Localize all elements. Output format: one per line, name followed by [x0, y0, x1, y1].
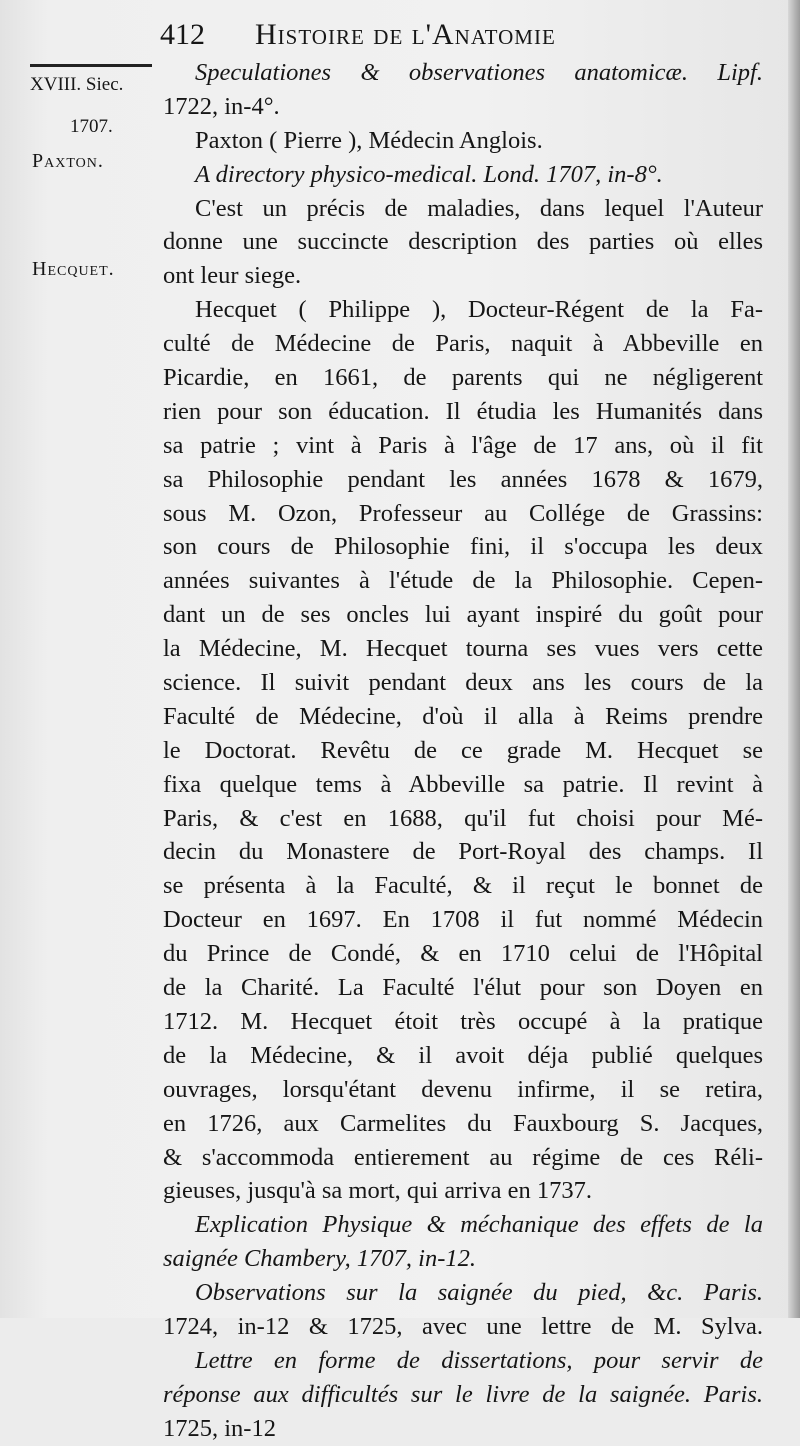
text-line: Lettre en forme de dissertations, pour servir de	[195, 1346, 763, 1374]
text-column	[163, 56, 763, 1446]
text-line: dant un de ses oncles lui ayant inspiré du goût pour	[163, 601, 763, 629]
text-line: ont leur siege.	[163, 262, 302, 290]
text-line: saignée Chambery, 1707, in-12.	[163, 1245, 477, 1273]
text-line: decin du Monastere de Port-Royal des champs. Il	[163, 838, 763, 866]
text-line: Observations sur la saignée du pied, &c. Paris.	[195, 1279, 763, 1307]
text-line: Paxton ( Pierre ), Médecin Anglois.	[195, 126, 543, 154]
text-line: A directory physico-medical. Lond. 1707, in-8°.	[195, 160, 663, 188]
text-line: 1722, in-4°.	[163, 92, 280, 120]
text-line: fixa quelque tems à Abbeville sa patrie. Il revint à	[163, 770, 763, 798]
text-line: 1724, in-12 & 1725, avec une lettre de M. Sylva.	[163, 1312, 763, 1340]
text-line: son cours de Philosophie fini, il s'occupa les deux	[163, 533, 763, 561]
text-line: sous M. Ozon, Professeur au Collége de Grassins:	[163, 499, 763, 527]
text-line: se présenta à la Faculté, & il reçut le bonnet de	[163, 872, 763, 900]
text-line: la Médecine, M. Hecquet tourna ses vues vers cette	[163, 635, 763, 663]
text-line: réponse aux difficultés sur le livre de la saignée. Paris.	[163, 1380, 763, 1408]
margin-rule	[30, 64, 152, 67]
text-line: 1712. M. Hecquet étoit très occupé à la pratique	[163, 1007, 763, 1035]
text-line: en 1726, aux Carmelites du Fauxbourg S. Jacques,	[163, 1109, 763, 1137]
page-number: 412	[160, 18, 205, 51]
text-line: & s'accommoda entierement au régime de ces Réli-	[163, 1143, 763, 1171]
text-line: du Prince de Condé, & en 1710 celui de l'Hôpital	[163, 940, 763, 968]
text-line: gieuses, jusqu'à sa mort, qui arriva en 1737.	[163, 1177, 592, 1205]
margin-note-century: XVIII. Siec.	[30, 74, 124, 95]
text-line: Explication Physique & méchanique des effets de la	[195, 1211, 763, 1239]
text-line: de la Médecine, & il avoit déja publié quelques	[163, 1041, 763, 1069]
text-line: Paris, & c'est en 1688, qu'il fut choisi pour Mé-	[163, 804, 763, 832]
running-header	[160, 18, 780, 52]
margin-note-year: 1707.	[70, 116, 113, 137]
text-line: ouvrages, lorsqu'étant devenu infirme, il se retira,	[163, 1075, 763, 1103]
running-title: Histoire de l'Anatomie	[255, 18, 556, 51]
text-line: de la Charité. La Faculté l'élut pour son Doyen en	[163, 974, 763, 1002]
text-line: sa patrie ; vint à Paris à l'âge de 17 ans, où il fit	[163, 431, 763, 459]
text-line: Picardie, en 1661, de parents qui ne négligerent	[163, 364, 763, 392]
text-line: le Doctorat. Revêtu de ce grade M. Hecquet se	[163, 736, 763, 764]
text-line: culté de Médecine de Paris, naquit à Abbeville en	[163, 330, 763, 358]
text-line: science. Il suivit pendant deux ans les cours de la	[163, 669, 763, 697]
text-line: 1725, in-12	[163, 1414, 276, 1442]
margin-note-hecquet: Hecquet.	[32, 258, 115, 280]
text-line: donne une succincte description des parties où elles	[163, 228, 763, 256]
margin-note-paxton: Paxton.	[32, 150, 104, 172]
text-line: sa Philosophie pendant les années 1678 & 1679,	[163, 465, 763, 493]
text-line: Docteur en 1697. En 1708 il fut nommé Médecin	[163, 906, 763, 934]
text-line: Faculté de Médecine, d'où il alla à Reims prendre	[163, 702, 763, 730]
text-line: C'est un précis de maladies, dans lequel l'Auteur	[195, 194, 763, 222]
text-line: Speculationes & observationes anatomicæ. Lipf.	[195, 59, 763, 86]
text-line: rien pour son éducation. Il étudia les Humanités dans	[163, 397, 763, 425]
page-edge	[788, 0, 800, 1318]
text-line: années suivantes à l'étude de la Philosophie. Cepen-	[163, 567, 763, 595]
text-line: Hecquet ( Philippe ), Docteur-Régent de la Fa-	[195, 296, 763, 324]
